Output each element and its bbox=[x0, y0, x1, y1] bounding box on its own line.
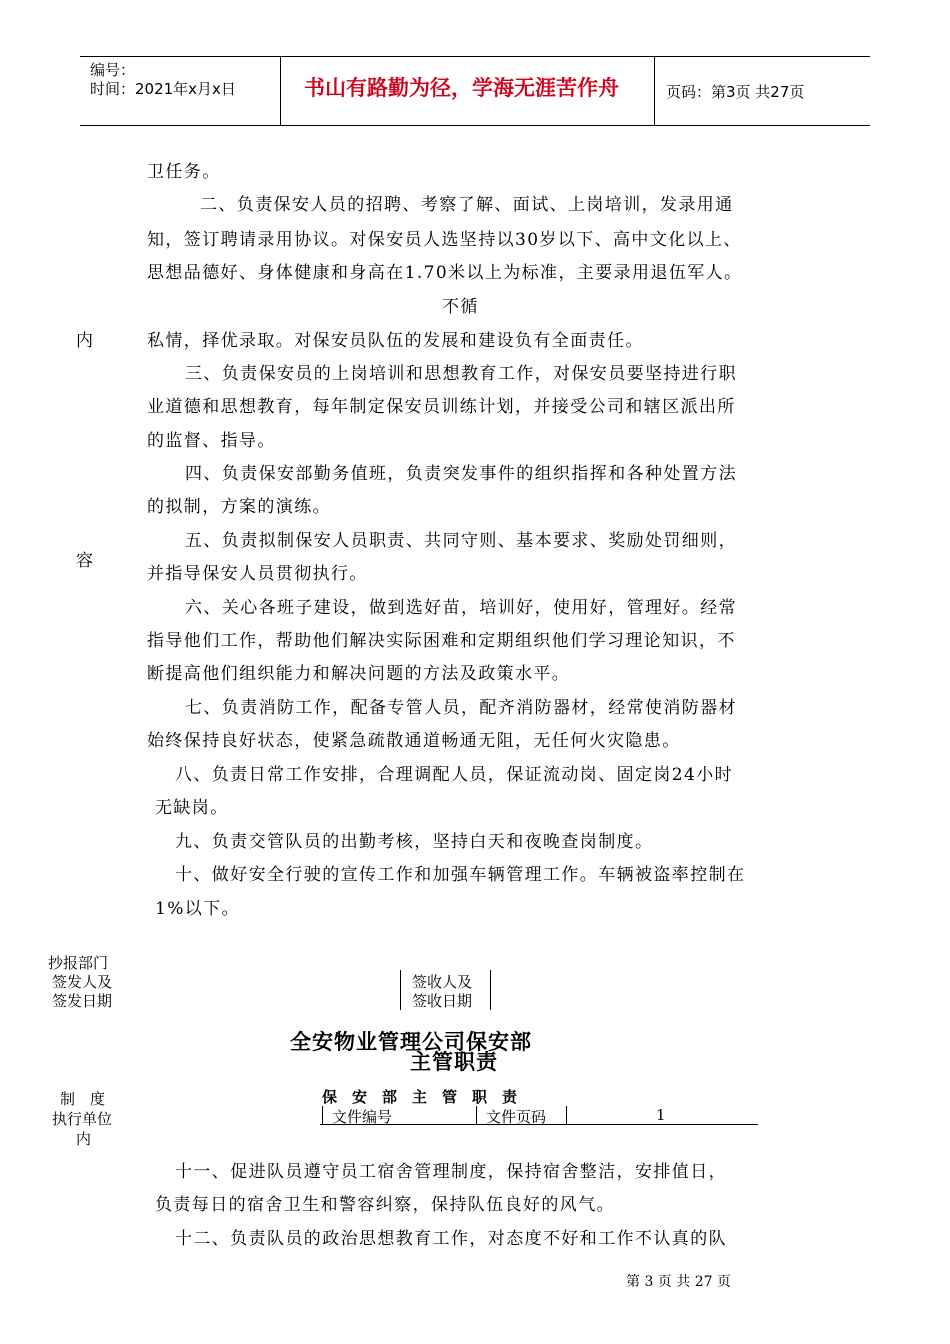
issue-date-label: 签发日期 bbox=[52, 992, 113, 1010]
file-number-label: 文件编号 bbox=[332, 1108, 393, 1126]
header-slogan: 书山有路勤为径，学海无涯苦作舟 bbox=[304, 76, 619, 100]
company-title: 全安物业管理公司保安部 bbox=[290, 1030, 532, 1054]
body-line: 无缺岗。 bbox=[155, 798, 229, 818]
body-line: 1%以下。 bbox=[155, 899, 240, 919]
signature-divider bbox=[490, 970, 491, 1010]
body-line: 九、负责交管队员的出勤考核，坚持白天和夜晚查岗制度。 bbox=[175, 832, 654, 852]
system-label: 制 度 bbox=[60, 1090, 106, 1108]
body-line: 三、负责保安员的上岗培训和思想教育工作，对保安员要坚持进行职 bbox=[185, 364, 737, 384]
recipient-label: 签收人及 bbox=[412, 973, 473, 991]
header-divider bbox=[654, 57, 655, 125]
body-line: 负责每日的宿舍卫生和警容纠察，保持队伍良好的风气。 bbox=[155, 1195, 615, 1215]
receipt-date-label: 签收日期 bbox=[412, 992, 473, 1010]
page-footer: 第 3 页 共 27 页 bbox=[626, 1274, 731, 1290]
side-label-nei-2: 内 bbox=[76, 1130, 92, 1148]
document-number-label: 编号： bbox=[90, 61, 136, 79]
side-label-rong: 容 bbox=[76, 551, 93, 571]
body-line: 私情，择优录取。对保安员队伍的发展和建设负有全面责任。 bbox=[147, 331, 644, 351]
signature-divider bbox=[400, 970, 401, 1010]
body-line: 知，签订聘请录用协议。对保安员人选坚持以30岁以下、高中文化以上、 bbox=[147, 230, 742, 250]
file-info-divider bbox=[566, 1106, 567, 1124]
body-line: 五、负责拟制保安人员职责、共同守则、基本要求、奖励处罚细则， bbox=[185, 531, 737, 551]
document-header bbox=[80, 56, 870, 126]
duty-title: 主管职责 bbox=[410, 1050, 498, 1074]
body-line: 业道德和思想教育，每年制定保安员训练计划，并接受公司和辖区派出所 bbox=[147, 397, 736, 417]
body-line: 的监督、指导。 bbox=[147, 431, 276, 451]
body-line: 十、做好安全行驶的宣传工作和加强车辆管理工作。车辆被盗率控制在 bbox=[175, 865, 746, 885]
body-line: 并指导保安人员贯彻执行。 bbox=[147, 564, 368, 584]
role-title: 保 安 部 主 管 职 责 bbox=[322, 1088, 518, 1106]
body-line: 不循 bbox=[442, 297, 479, 317]
executing-unit-label: 执行单位 bbox=[52, 1110, 113, 1128]
cc-department-label: 抄报部门 bbox=[48, 954, 109, 972]
body-line: 十一、促进队员遵守员工宿舍管理制度，保持宿舍整洁，安排值日， bbox=[175, 1162, 727, 1182]
body-line: 二、负责保安人员的招聘、考察了解、面试、上岗培训，发录用通 bbox=[200, 195, 734, 215]
body-line: 始终保持良好状态，使紧急疏散通道畅通无阻，无任何火灾隐患。 bbox=[147, 731, 681, 751]
file-page-label: 文件页码 bbox=[486, 1108, 547, 1126]
page-info: 页码：第3页 共27页 bbox=[666, 83, 805, 101]
body-line: 十二、负责队员的政治思想教育工作，对态度不好和工作不认真的队 bbox=[175, 1229, 727, 1249]
file-info-divider bbox=[322, 1106, 323, 1124]
side-label-nei: 内 bbox=[76, 331, 93, 351]
body-line: 断提高他们组织能力和解决问题的方法及政策水平。 bbox=[147, 664, 571, 684]
body-line: 八、负责日常工作安排，合理调配人员，保证流动岗、固定岗24小时 bbox=[175, 765, 734, 785]
body-line: 的拟制，方案的演练。 bbox=[147, 497, 331, 517]
issuer-label: 签发人及 bbox=[52, 973, 113, 991]
header-divider bbox=[280, 57, 281, 125]
file-info-divider bbox=[476, 1106, 477, 1124]
body-line: 七、负责消防工作，配备专管人员，配齐消防器材，经常使消防器材 bbox=[185, 698, 737, 718]
body-line: 思想品德好、身体健康和身高在1.70米以上为标准，主要录用退伍军人。 bbox=[147, 263, 743, 283]
document-time-label: 时间：2021年x月x日 bbox=[90, 80, 236, 98]
body-line: 六、关心各班子建设，做到选好苗，培训好，使用好，管理好。经常 bbox=[185, 598, 737, 618]
body-line: 指导他们工作，帮助他们解决实际困难和定期组织他们学习理论知识，不 bbox=[147, 631, 736, 651]
file-page-value: 1 bbox=[656, 1106, 666, 1124]
body-line: 卫任务。 bbox=[147, 162, 221, 182]
body-line: 四、负责保安部勤务值班，负责突发事件的组织指挥和各种处置方法 bbox=[185, 464, 737, 484]
